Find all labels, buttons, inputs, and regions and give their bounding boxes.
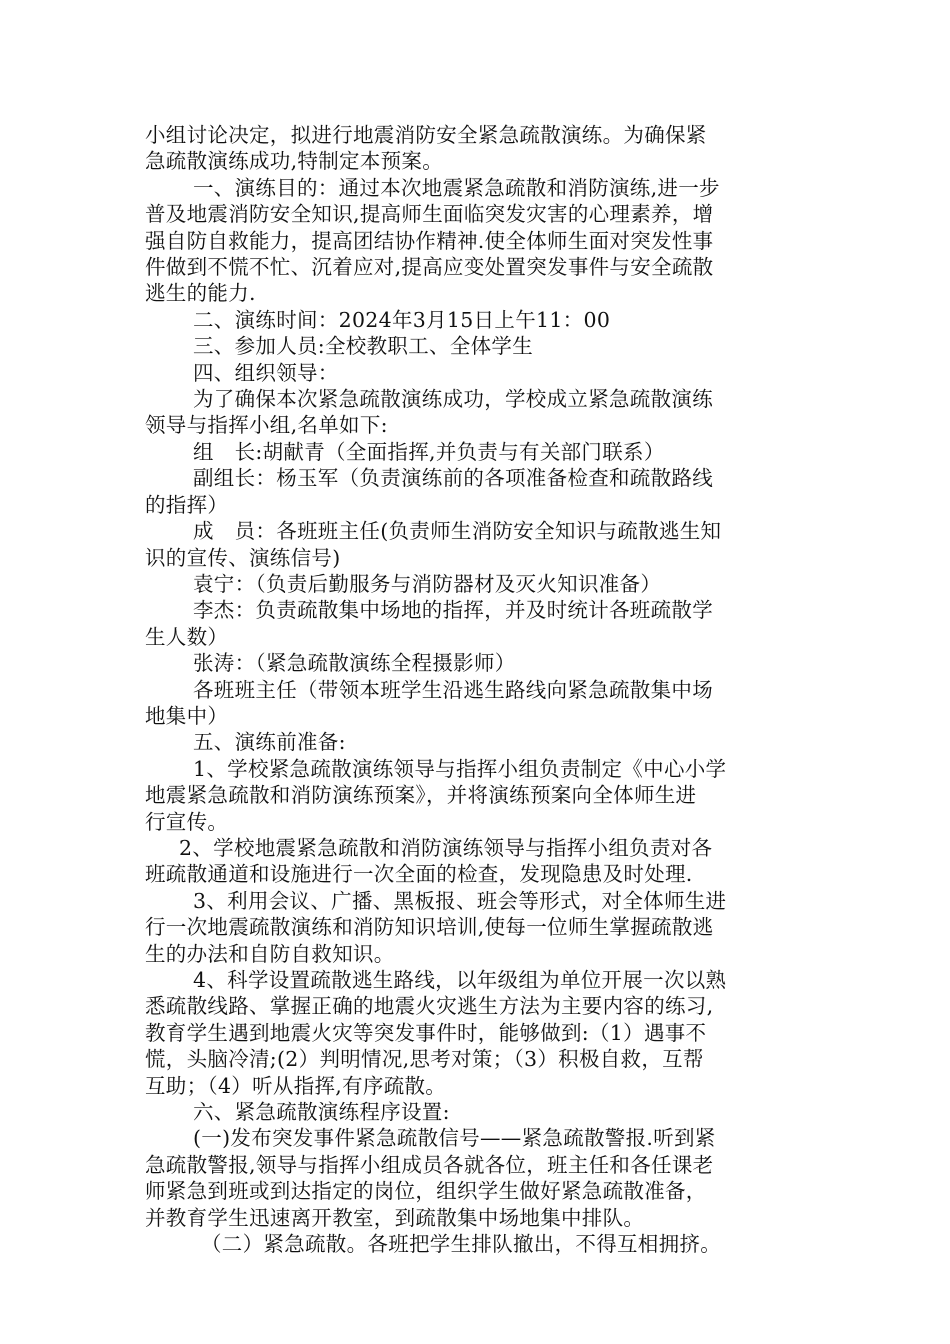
text-line: 五、演练前准备: <box>193 730 346 755</box>
text-line: 4、科学设置疏散逃生路线，以年级组为单位开展一次以熟 <box>193 968 727 992</box>
text-line: 为了确保本次紧急疏散演练成功，学校成立紧急疏散演练 <box>193 387 713 412</box>
text-line: 的指挥） <box>145 492 229 517</box>
text-line: 互助；（4）听从指挥,有序疏散。 <box>145 1073 447 1098</box>
text-line: 并教育学生迅速离开教室，到疏散集中场地集中排队。 <box>145 1205 645 1230</box>
text-line: 识的宣传、演练信号) <box>145 545 341 570</box>
text-line: 领导与指挥小组,名单如下: <box>145 413 388 438</box>
text-line: 一、演练目的：通过本次地震紧急疏散和消防演练,进一步 <box>193 175 720 200</box>
text-line: 教育学生遇到地震火灾等突发事件时，能够做到:（1）遇事不 <box>145 1020 707 1045</box>
text-line: 四、组织领导： <box>193 360 339 385</box>
text-line: 张涛：（紧急疏散演练全程摄影师） <box>193 651 516 676</box>
text-line: 急疏散警报,领导与指挥小组成员各就各位，班主任和各任课老 <box>145 1152 714 1177</box>
document-body <box>145 122 805 1257</box>
text-line: 师紧急到班或到达指定的岗位，组织学生做好紧急疏散准备， <box>145 1179 707 1204</box>
text-line: 慌，头脑冷清;(2）判明情况,思考对策；（3）积极自救，互帮 <box>145 1047 704 1072</box>
text-line: 成 员：各班班主任(负责师生消防安全知识与疏散逃生知 <box>193 519 722 544</box>
text-line: 组 长:胡献青（全面指挥,并负责与有关部门联系） <box>193 439 665 464</box>
text-line: 强自防自救能力，提高团结协作精神.使全体师生面对突发性事 <box>145 228 714 253</box>
text-line: 三、参加人员:全校教职工、全体学生 <box>193 334 534 359</box>
text-line: 六、紧急疏散演练程序设置: <box>193 1100 450 1125</box>
text-line: 逃生的能力. <box>145 281 256 306</box>
text-line: 普及地震消防安全知识,提高师生面临突发灾害的心理素养，增 <box>145 202 714 227</box>
text-line: 3、利用会议、广播、黑板报、班会等形式，对全体师生进 <box>193 888 727 913</box>
text-line: 2、学校地震紧急疏散和消防演练领导与指挥小组负责对各 <box>179 835 713 860</box>
text-line: 急疏散演练成功,特制定本预案。 <box>145 149 444 174</box>
text-line: 副组长：杨玉军（负责演练前的各项准备检查和疏散路线 <box>193 466 713 491</box>
text-line: 各班班主任（带领本班学生沿逃生路线向紧急疏散集中场 <box>193 677 713 702</box>
text-line: 行宣传。 <box>145 809 229 834</box>
text-line: 生人数） <box>145 624 229 649</box>
text-line: 地震紧急疏散和消防演练预案》，并将演练预案向全体师生进 <box>145 783 697 808</box>
text-line: (一)发布突发事件紧急疏散信号——紧急疏散警报.听到紧 <box>193 1126 716 1151</box>
text-line: 1、学校紧急疏散演练领导与指挥小组负责制定《中心小学 <box>193 756 727 781</box>
text-line: 生的办法和自防自救知识。 <box>145 941 395 966</box>
text-line: 悉疏散线路、掌握正确的地震火灾逃生方法为主要内容的练习, <box>145 994 714 1019</box>
text-line: 行一次地震疏散演练和消防知识培训,使每一位师生掌握疏散逃 <box>145 915 714 940</box>
text-line: （二）紧急疏散。各班把学生排队撤出，不得互相拥挤。 <box>201 1232 721 1257</box>
text-line: 李杰：负责疏散集中场地的指挥，并及时统计各班疏散学 <box>193 598 713 623</box>
text-line: 二、演练时间：2024年3月15日上午11：00 <box>193 307 611 332</box>
text-line: 袁宁：（负责后勤服务与消防器材及灭火知识准备） <box>193 571 662 596</box>
text-line: 件做到不慌不忙、沉着应对,提高应变处置突发事件与安全疏散 <box>145 255 714 280</box>
text-line: 地集中） <box>145 703 229 728</box>
text-line: 班疏散通道和设施进行一次全面的检查，发现隐患及时处理. <box>145 862 693 887</box>
text-line: 小组讨论决定，拟进行地震消防安全紧急疏散演练。为确保紧 <box>145 123 707 147</box>
